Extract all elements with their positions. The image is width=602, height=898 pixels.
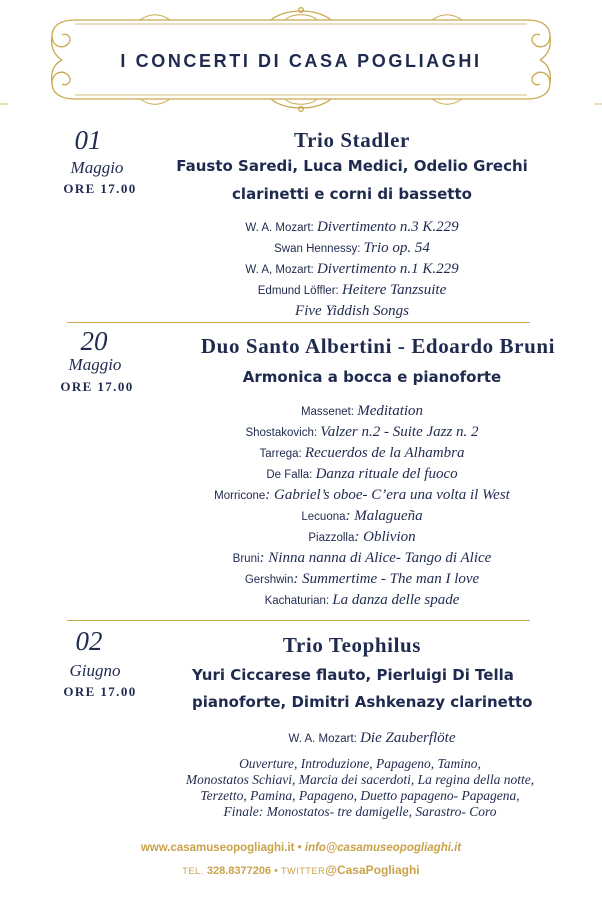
program-item: Piazzolla: Oblivion — [308, 529, 416, 545]
concert-3-title: Trio Teophilus — [282, 633, 422, 657]
website-link[interactable]: www.casamuseopogliaghi.it — [140, 842, 295, 854]
concert-3-program — [192, 728, 552, 749]
description-line: Terzetto, Pamina, Papageno, Duetto papageno- Papagena, — [200, 788, 520, 803]
concert-2-instruments: Armonica a bocca e pianoforte — [242, 368, 502, 386]
program-item: Gershwin: Summertime - The man I love — [244, 571, 480, 587]
concert-2-time: ORE 17.00 — [60, 379, 134, 394]
concert-3-day: 02 — [75, 626, 103, 656]
program-item: Swan Hennessy: Trio op. 54 — [274, 240, 430, 256]
description-line: Ouverture, Introduzione, Papageno, Tamino, — [239, 756, 481, 771]
tel-label: TEL. — [182, 866, 204, 876]
program-item: Lecuona: Malagueña — [301, 508, 423, 524]
description-line: Monostatos Schiavi, Marcia dei sacerdoti, La regina della notte, — [185, 772, 535, 787]
footer-phone-twitter — [0, 863, 602, 877]
concert-1-performers: Fausto Saredi, Luca Medici, Odelio Grechi — [176, 157, 528, 175]
program-item: W. A. Mozart: Divertimento n.3 K.229 — [245, 219, 459, 235]
header-title: I CONCERTI DI CASA POGLIAGHI — [120, 51, 482, 71]
section-divider — [67, 620, 530, 621]
program-item: Tarrega: Recuerdos de la Alhambra — [259, 445, 465, 461]
program-item: W. A. Mozart: Die Zauberflöte — [288, 730, 456, 746]
twitter-label: TWITTER — [281, 866, 326, 876]
concert-3-month: Giugno — [69, 661, 121, 680]
concert-1-day: 01 — [74, 125, 102, 155]
concert-3-description — [120, 756, 600, 820]
program-item: Massenet: Meditation — [300, 403, 424, 419]
concert-2-title: Duo Santo Albertini - Edoardo Bruni — [200, 334, 556, 358]
concert-2-day: 20 — [80, 326, 108, 356]
program-item: W. A, Mozart: Divertimento n.1 K.229 — [245, 261, 459, 277]
separator-dot: • — [274, 865, 278, 877]
concert-3-performers-line2: pianoforte, Dimitri Ashkenazy clarinetto — [192, 693, 533, 711]
program-item: Shostakovich: Valzer n.2 - Suite Jazz n. 2 — [245, 424, 479, 440]
concert-2-month: Maggio — [68, 355, 122, 374]
program-item: Kachaturian: La danza delle spade — [264, 592, 460, 608]
program-item: Morricone: Gabriel’s oboe- C’era una volta il West — [214, 487, 510, 503]
concert-2-program — [152, 401, 572, 611]
program-item: Five Yiddish Songs — [295, 303, 409, 319]
twitter-handle[interactable]: @CasaPogliaghi — [325, 863, 420, 877]
program-item: De Falla: Danza rituale del fuoco — [266, 466, 458, 482]
separator-dot: • — [297, 842, 302, 854]
description-line: Finale: Monostatos- tre damigelle, Sarastro- Coro — [223, 804, 497, 819]
email-link[interactable]: info@casamuseopogliaghi.it — [304, 842, 462, 854]
concert-1-month: Maggio — [70, 158, 124, 177]
program-item: Bruni: Ninna nanna di Alice- Tango di Alice — [232, 550, 492, 566]
section-divider — [67, 322, 530, 323]
concert-1-title: Trio Stadler — [294, 128, 410, 152]
concert-1-time: ORE 17.00 — [63, 181, 137, 196]
program-item: Edmund Löffler: Heitere Tanzsuite — [257, 282, 447, 298]
concert-3-performers-line1: Yuri Ciccarese flauto, Pierluigi Di Tella — [192, 666, 514, 684]
concert-3-time: ORE 17.00 — [63, 684, 137, 699]
tel-number[interactable]: 328.8377206 — [206, 865, 272, 877]
footer-contacts — [0, 842, 602, 854]
concert-1-instruments: clarinetti e corni di bassetto — [232, 185, 472, 203]
concert-1-program — [172, 217, 532, 322]
